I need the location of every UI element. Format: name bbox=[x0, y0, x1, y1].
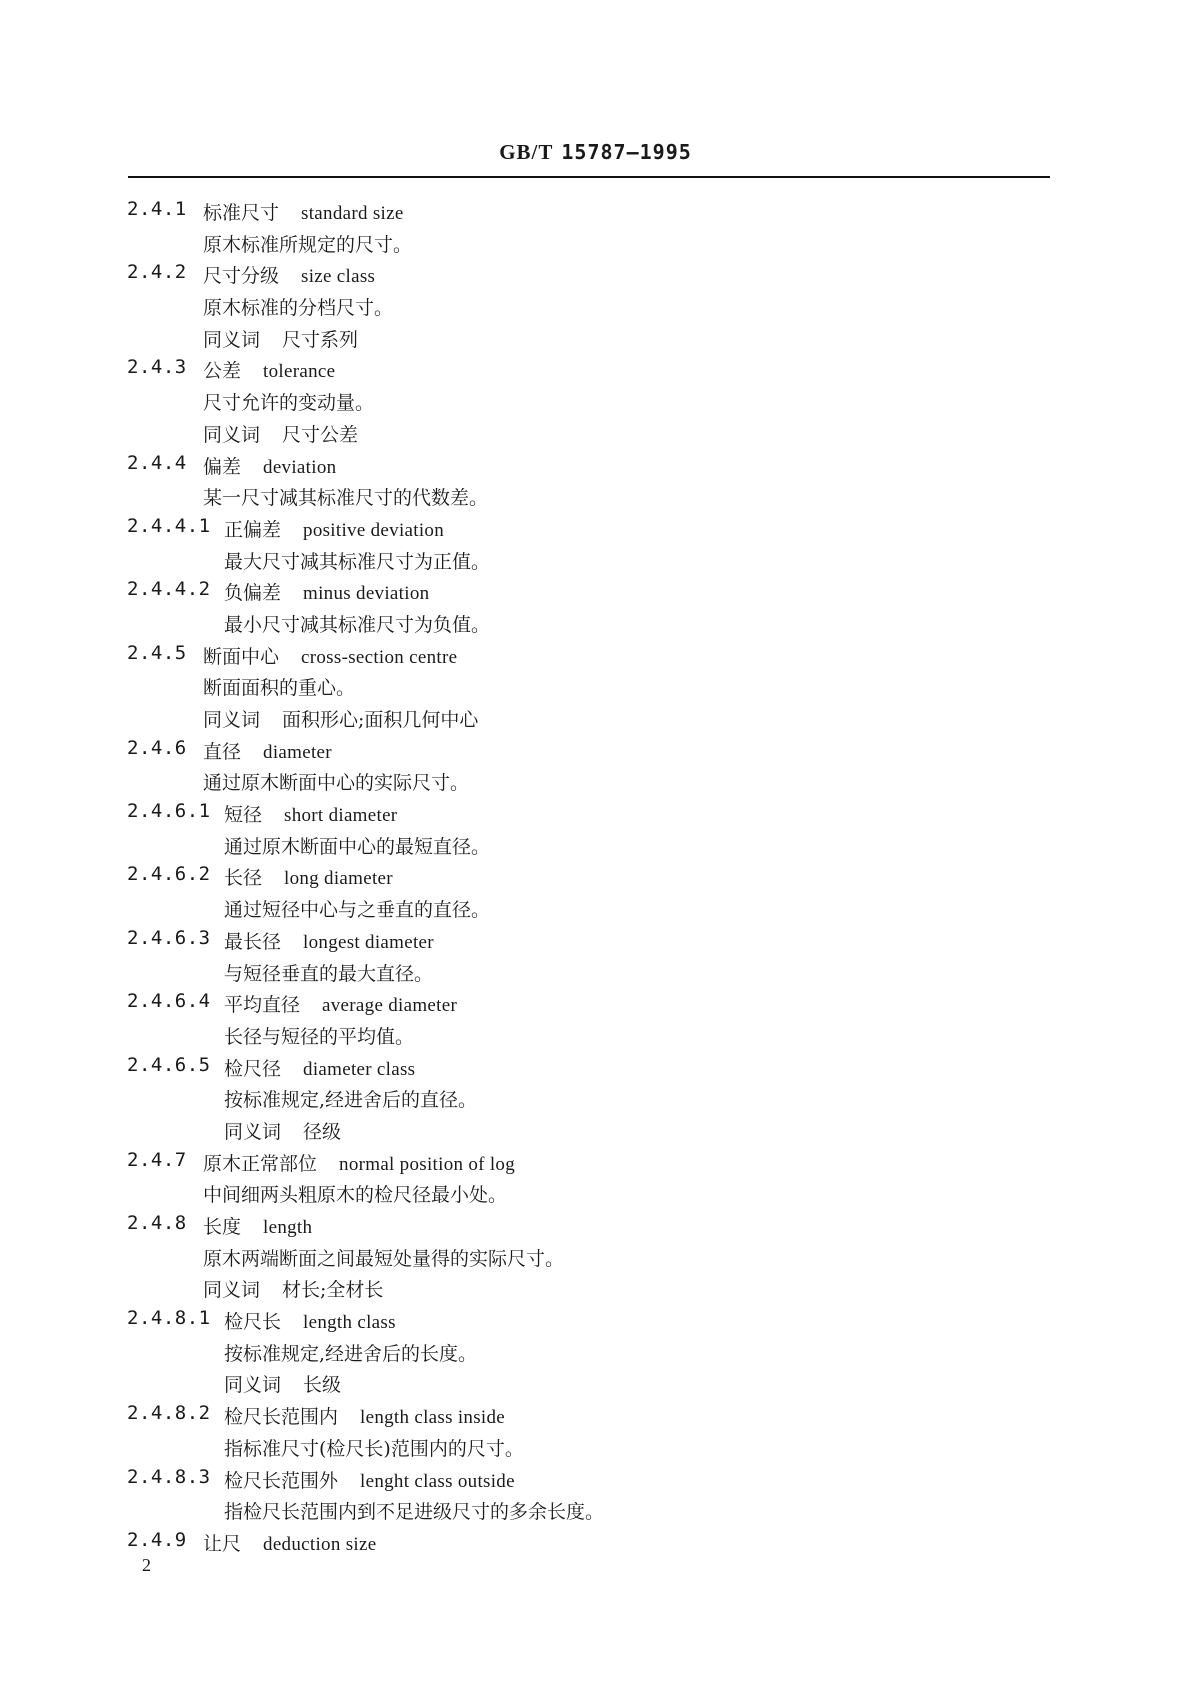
term-chinese: 让尺 bbox=[203, 1532, 242, 1555]
term-chinese: 直径 bbox=[203, 740, 242, 763]
entry-synonym bbox=[203, 705, 478, 732]
entry-definition: 原木两端断面之间最短处量得的实际尺寸。 bbox=[203, 1247, 565, 1270]
entry-term bbox=[203, 1529, 376, 1556]
entry-number: 2.4.8.2 bbox=[127, 1402, 211, 1425]
entry-definition: 与短径垂直的最大直径。 bbox=[224, 962, 434, 985]
standard-number: 15787—1995 bbox=[561, 140, 692, 164]
definition-line bbox=[0, 483, 1191, 515]
entry-synonym bbox=[203, 420, 358, 447]
term-english: minus deviation bbox=[303, 583, 430, 605]
definition-line bbox=[0, 388, 1191, 420]
term-entry-line bbox=[0, 737, 1191, 769]
entry-number: 2.4.6.1 bbox=[127, 800, 211, 823]
term-chinese: 检尺径 bbox=[224, 1057, 282, 1080]
definition-line bbox=[0, 547, 1191, 579]
entry-definition: 中间细两头粗原木的检尺径最小处。 bbox=[203, 1184, 508, 1207]
entry-term bbox=[203, 356, 335, 383]
term-chinese: 负偏差 bbox=[224, 582, 282, 605]
term-english: long diameter bbox=[284, 868, 393, 890]
entry-term bbox=[224, 1466, 515, 1493]
entry-term bbox=[203, 452, 336, 479]
synonym-line bbox=[0, 1275, 1191, 1307]
entry-definition: 通过短径中心与之垂直的直径。 bbox=[224, 899, 491, 922]
term-english: deduction size bbox=[263, 1533, 377, 1555]
synonym-value: 尺寸系列 bbox=[282, 328, 359, 351]
definition-line bbox=[0, 959, 1191, 991]
synonym-line bbox=[0, 325, 1191, 357]
entry-definition: 通过原木断面中心的实际尺寸。 bbox=[203, 772, 470, 795]
term-chinese: 正偏差 bbox=[224, 518, 282, 541]
term-chinese: 检尺长 bbox=[224, 1311, 282, 1334]
definition-line bbox=[0, 895, 1191, 927]
term-chinese: 偏差 bbox=[203, 455, 242, 478]
entry-number: 2.4.1 bbox=[127, 198, 187, 220]
entry-definition: 原木标准的分档尺寸。 bbox=[203, 297, 394, 320]
entry-number: 2.4.2 bbox=[127, 261, 187, 284]
page-number: 2 bbox=[142, 1555, 151, 1575]
synonym-value: 面积形心;面积几何中心 bbox=[282, 709, 479, 731]
term-entry-line bbox=[0, 1529, 1191, 1561]
term-chinese: 长径 bbox=[224, 867, 263, 890]
entry-term bbox=[224, 578, 429, 605]
definition-line bbox=[0, 610, 1191, 642]
entry-definition: 指标准尺寸(检尺长)范围内的尺寸。 bbox=[224, 1437, 524, 1460]
term-entry-line bbox=[0, 578, 1191, 610]
definition-line bbox=[0, 293, 1191, 325]
definition-line bbox=[0, 1497, 1191, 1529]
entry-definition: 按标准规定,经进舍后的长度。 bbox=[224, 1342, 478, 1365]
definition-line bbox=[0, 1434, 1191, 1466]
entry-term bbox=[203, 1149, 515, 1176]
term-english: length class inside bbox=[360, 1407, 506, 1429]
term-english: longest diameter bbox=[303, 931, 434, 953]
term-entry-line bbox=[0, 1212, 1191, 1244]
term-entry-line bbox=[0, 1054, 1191, 1086]
entry-synonym bbox=[203, 1275, 383, 1302]
entry-term bbox=[203, 737, 332, 764]
term-chinese: 平均直径 bbox=[224, 994, 301, 1017]
entry-term bbox=[224, 863, 393, 890]
definition-line bbox=[0, 1339, 1191, 1371]
synonym-value: 径级 bbox=[303, 1120, 342, 1143]
term-english: short diameter bbox=[284, 805, 398, 827]
entry-number: 2.4.6.5 bbox=[127, 1053, 211, 1076]
entry-term bbox=[224, 990, 457, 1017]
definition-line bbox=[0, 1022, 1191, 1054]
term-chinese: 短径 bbox=[224, 804, 263, 827]
synonym-label: 同义词 bbox=[224, 1374, 282, 1397]
term-entry-line bbox=[0, 642, 1191, 674]
term-entry-line bbox=[0, 800, 1191, 832]
term-english: cross-section centre bbox=[301, 646, 458, 668]
synonym-value: 尺寸公差 bbox=[282, 423, 359, 446]
definition-line bbox=[0, 230, 1191, 262]
entry-number: 2.4.6.3 bbox=[127, 926, 211, 949]
entry-synonym bbox=[224, 1370, 341, 1397]
term-chinese: 原木正常部位 bbox=[203, 1152, 318, 1175]
term-english: normal position of log bbox=[339, 1153, 516, 1175]
term-english: diameter bbox=[263, 741, 332, 763]
term-english: diameter class bbox=[303, 1058, 416, 1080]
entry-number: 2.4.6.2 bbox=[127, 863, 211, 886]
definition-line bbox=[0, 1085, 1191, 1117]
entry-number: 2.4.8 bbox=[127, 1212, 187, 1234]
term-entry-line bbox=[0, 452, 1191, 484]
entry-definition: 断面面积的重心。 bbox=[203, 677, 356, 700]
entry-definition: 按标准规定,经进舍后的直径。 bbox=[224, 1089, 478, 1112]
term-entry-line bbox=[0, 198, 1191, 230]
definition-line bbox=[0, 1244, 1191, 1276]
entry-number: 2.4.3 bbox=[127, 356, 187, 379]
term-chinese: 长度 bbox=[203, 1216, 242, 1238]
term-entry-line bbox=[0, 356, 1191, 388]
entry-definition: 最大尺寸减其标准尺寸为正值。 bbox=[224, 550, 491, 573]
synonym-label: 同义词 bbox=[203, 1279, 261, 1302]
synonym-value: 材长;全材长 bbox=[282, 1279, 384, 1302]
term-entry-line bbox=[0, 515, 1191, 547]
entry-number: 2.4.6 bbox=[127, 736, 187, 759]
entry-definition: 尺寸允许的变动量。 bbox=[203, 392, 375, 415]
entry-number: 2.4.8.3 bbox=[127, 1465, 211, 1488]
entry-number: 2.4.6.4 bbox=[127, 990, 211, 1013]
entry-definition: 某一尺寸减其标准尺寸的代数差。 bbox=[203, 487, 489, 510]
entry-term bbox=[224, 1054, 415, 1081]
entry-number: 2.4.5 bbox=[127, 641, 187, 664]
term-entry-line bbox=[0, 1149, 1191, 1181]
term-english: tolerance bbox=[263, 361, 336, 383]
term-entry-line bbox=[0, 990, 1191, 1022]
synonym-line bbox=[0, 420, 1191, 452]
standard-prefix: GB/T bbox=[499, 140, 554, 164]
entry-term bbox=[224, 1307, 396, 1334]
synonym-line bbox=[0, 1117, 1191, 1149]
entry-definition: 最小尺寸减其标准尺寸为负值。 bbox=[224, 613, 491, 636]
standard-header bbox=[0, 140, 1191, 165]
definition-line bbox=[0, 1180, 1191, 1212]
term-entry-line bbox=[0, 1466, 1191, 1498]
term-entry-line bbox=[0, 261, 1191, 293]
entry-definition: 长径与短径的平均值。 bbox=[224, 1025, 415, 1048]
entry-synonym bbox=[224, 1117, 341, 1144]
term-english: length class bbox=[303, 1312, 396, 1334]
term-english: size class bbox=[301, 266, 376, 288]
entry-definition: 原木标准所规定的尺寸。 bbox=[203, 233, 413, 256]
synonym-label: 同义词 bbox=[203, 709, 261, 731]
term-entry-line bbox=[0, 1402, 1191, 1434]
entry-number: 2.4.9 bbox=[127, 1528, 187, 1551]
term-chinese: 尺寸分级 bbox=[203, 265, 280, 288]
entry-number: 2.4.4.2 bbox=[127, 578, 211, 601]
entry-number: 2.4.4 bbox=[127, 451, 187, 474]
definition-line bbox=[0, 832, 1191, 864]
entry-number: 2.4.4.1 bbox=[127, 514, 211, 537]
term-chinese: 公差 bbox=[203, 360, 242, 383]
synonym-label: 同义词 bbox=[203, 328, 261, 351]
entry-term bbox=[224, 1402, 505, 1429]
definition-line bbox=[0, 768, 1191, 800]
definition-line bbox=[0, 673, 1191, 705]
entry-number: 2.4.7 bbox=[127, 1148, 187, 1171]
term-english: length bbox=[263, 1217, 313, 1238]
term-entry-line bbox=[0, 863, 1191, 895]
entry-term bbox=[203, 1212, 312, 1239]
term-english: standard size bbox=[301, 203, 404, 224]
term-chinese: 检尺长范围外 bbox=[224, 1469, 339, 1492]
synonym-line bbox=[0, 705, 1191, 737]
term-english: positive deviation bbox=[303, 519, 445, 541]
term-entries bbox=[0, 198, 1191, 1561]
synonym-value: 长级 bbox=[303, 1374, 342, 1397]
synonym-line bbox=[0, 1370, 1191, 1402]
entry-term bbox=[224, 800, 397, 827]
synonym-label: 同义词 bbox=[203, 423, 261, 446]
header-rule bbox=[128, 176, 1050, 178]
term-chinese: 断面中心 bbox=[203, 645, 280, 668]
synonym-label: 同义词 bbox=[224, 1120, 282, 1143]
entry-number: 2.4.8.1 bbox=[127, 1307, 211, 1330]
entry-synonym bbox=[203, 325, 358, 352]
entry-term bbox=[203, 198, 404, 225]
term-entry-line bbox=[0, 1307, 1191, 1339]
entry-definition: 通过原木断面中心的最短直径。 bbox=[224, 835, 491, 858]
entry-term bbox=[224, 927, 434, 954]
entry-term bbox=[224, 515, 444, 542]
term-english: deviation bbox=[263, 456, 337, 478]
term-chinese: 检尺长范围内 bbox=[224, 1406, 339, 1429]
entry-term bbox=[203, 261, 375, 288]
entry-definition: 指检尺长范围内到不足进级尺寸的多余长度。 bbox=[224, 1501, 605, 1524]
entry-term bbox=[203, 642, 457, 669]
term-english: average diameter bbox=[322, 995, 458, 1017]
term-chinese: 最长径 bbox=[224, 930, 282, 953]
term-chinese: 标准尺寸 bbox=[203, 202, 280, 224]
term-entry-line bbox=[0, 927, 1191, 959]
term-english: lenght class outside bbox=[360, 1470, 515, 1492]
